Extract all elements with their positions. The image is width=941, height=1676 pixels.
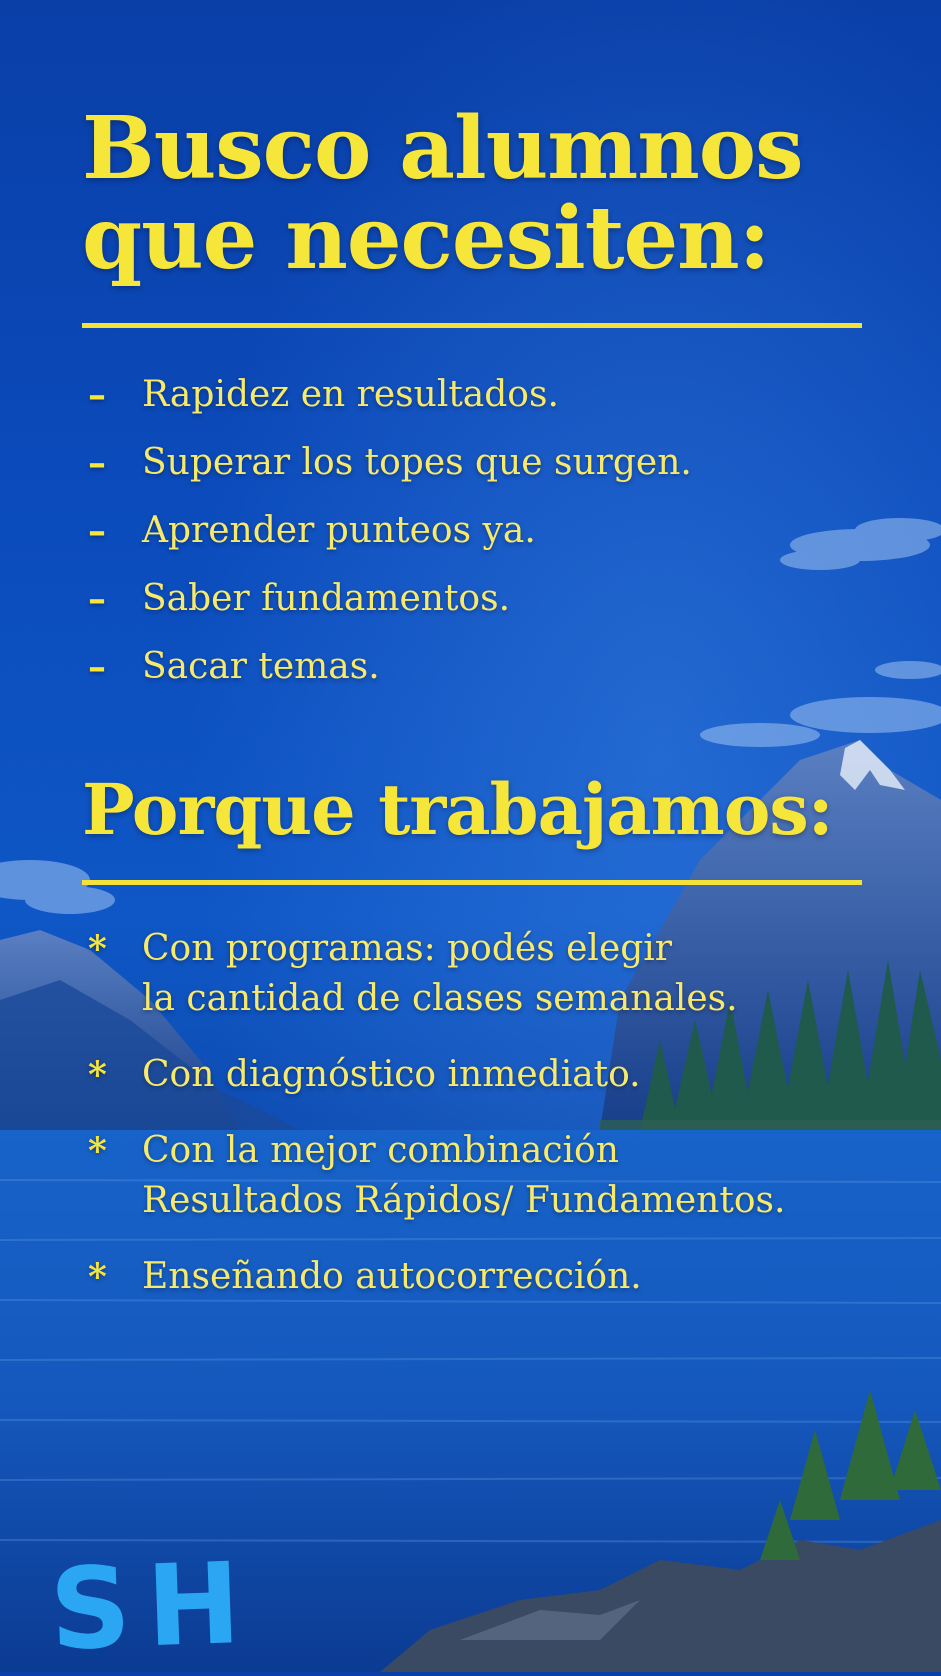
asterisk-marker: * [88, 1054, 107, 1096]
asterisk-marker: * [88, 1130, 107, 1172]
section-title: Porque trabajamos: [82, 768, 833, 851]
list-item: * Con programas: podés elegir la cantidad de clases semanales. [82, 924, 902, 1024]
reasons-list [82, 924, 902, 1328]
list-item: * Con diagnóstico inmediato. [82, 1050, 902, 1100]
list-item: * Enseñando autocorrección. [82, 1252, 902, 1302]
list-item: – Rapidez en resultados. [82, 370, 902, 438]
title-underline [82, 323, 862, 328]
title-line-2: que necesiten: [82, 188, 770, 289]
dash-marker: – [88, 510, 106, 552]
section-underline [82, 880, 862, 885]
asterisk-marker: * [88, 1256, 107, 1298]
list-item: * Con la mejor combinación Resultados Rápidos/ Fundamentos. [82, 1126, 902, 1226]
dash-marker: – [88, 646, 106, 688]
dash-marker: – [88, 578, 106, 620]
needs-list [82, 370, 902, 710]
sh-logo: SH [47, 1538, 259, 1676]
title-line-1: Busco alumnos [82, 98, 803, 199]
list-item: – Saber fundamentos. [82, 574, 902, 642]
asterisk-marker: * [88, 928, 107, 970]
list-item: – Aprender punteos ya. [82, 506, 902, 574]
dash-marker: – [88, 442, 106, 484]
main-title [82, 98, 902, 289]
dash-marker: – [88, 374, 106, 416]
list-item: – Superar los topes que surgen. [82, 438, 902, 506]
list-item: – Sacar temas. [82, 642, 902, 710]
